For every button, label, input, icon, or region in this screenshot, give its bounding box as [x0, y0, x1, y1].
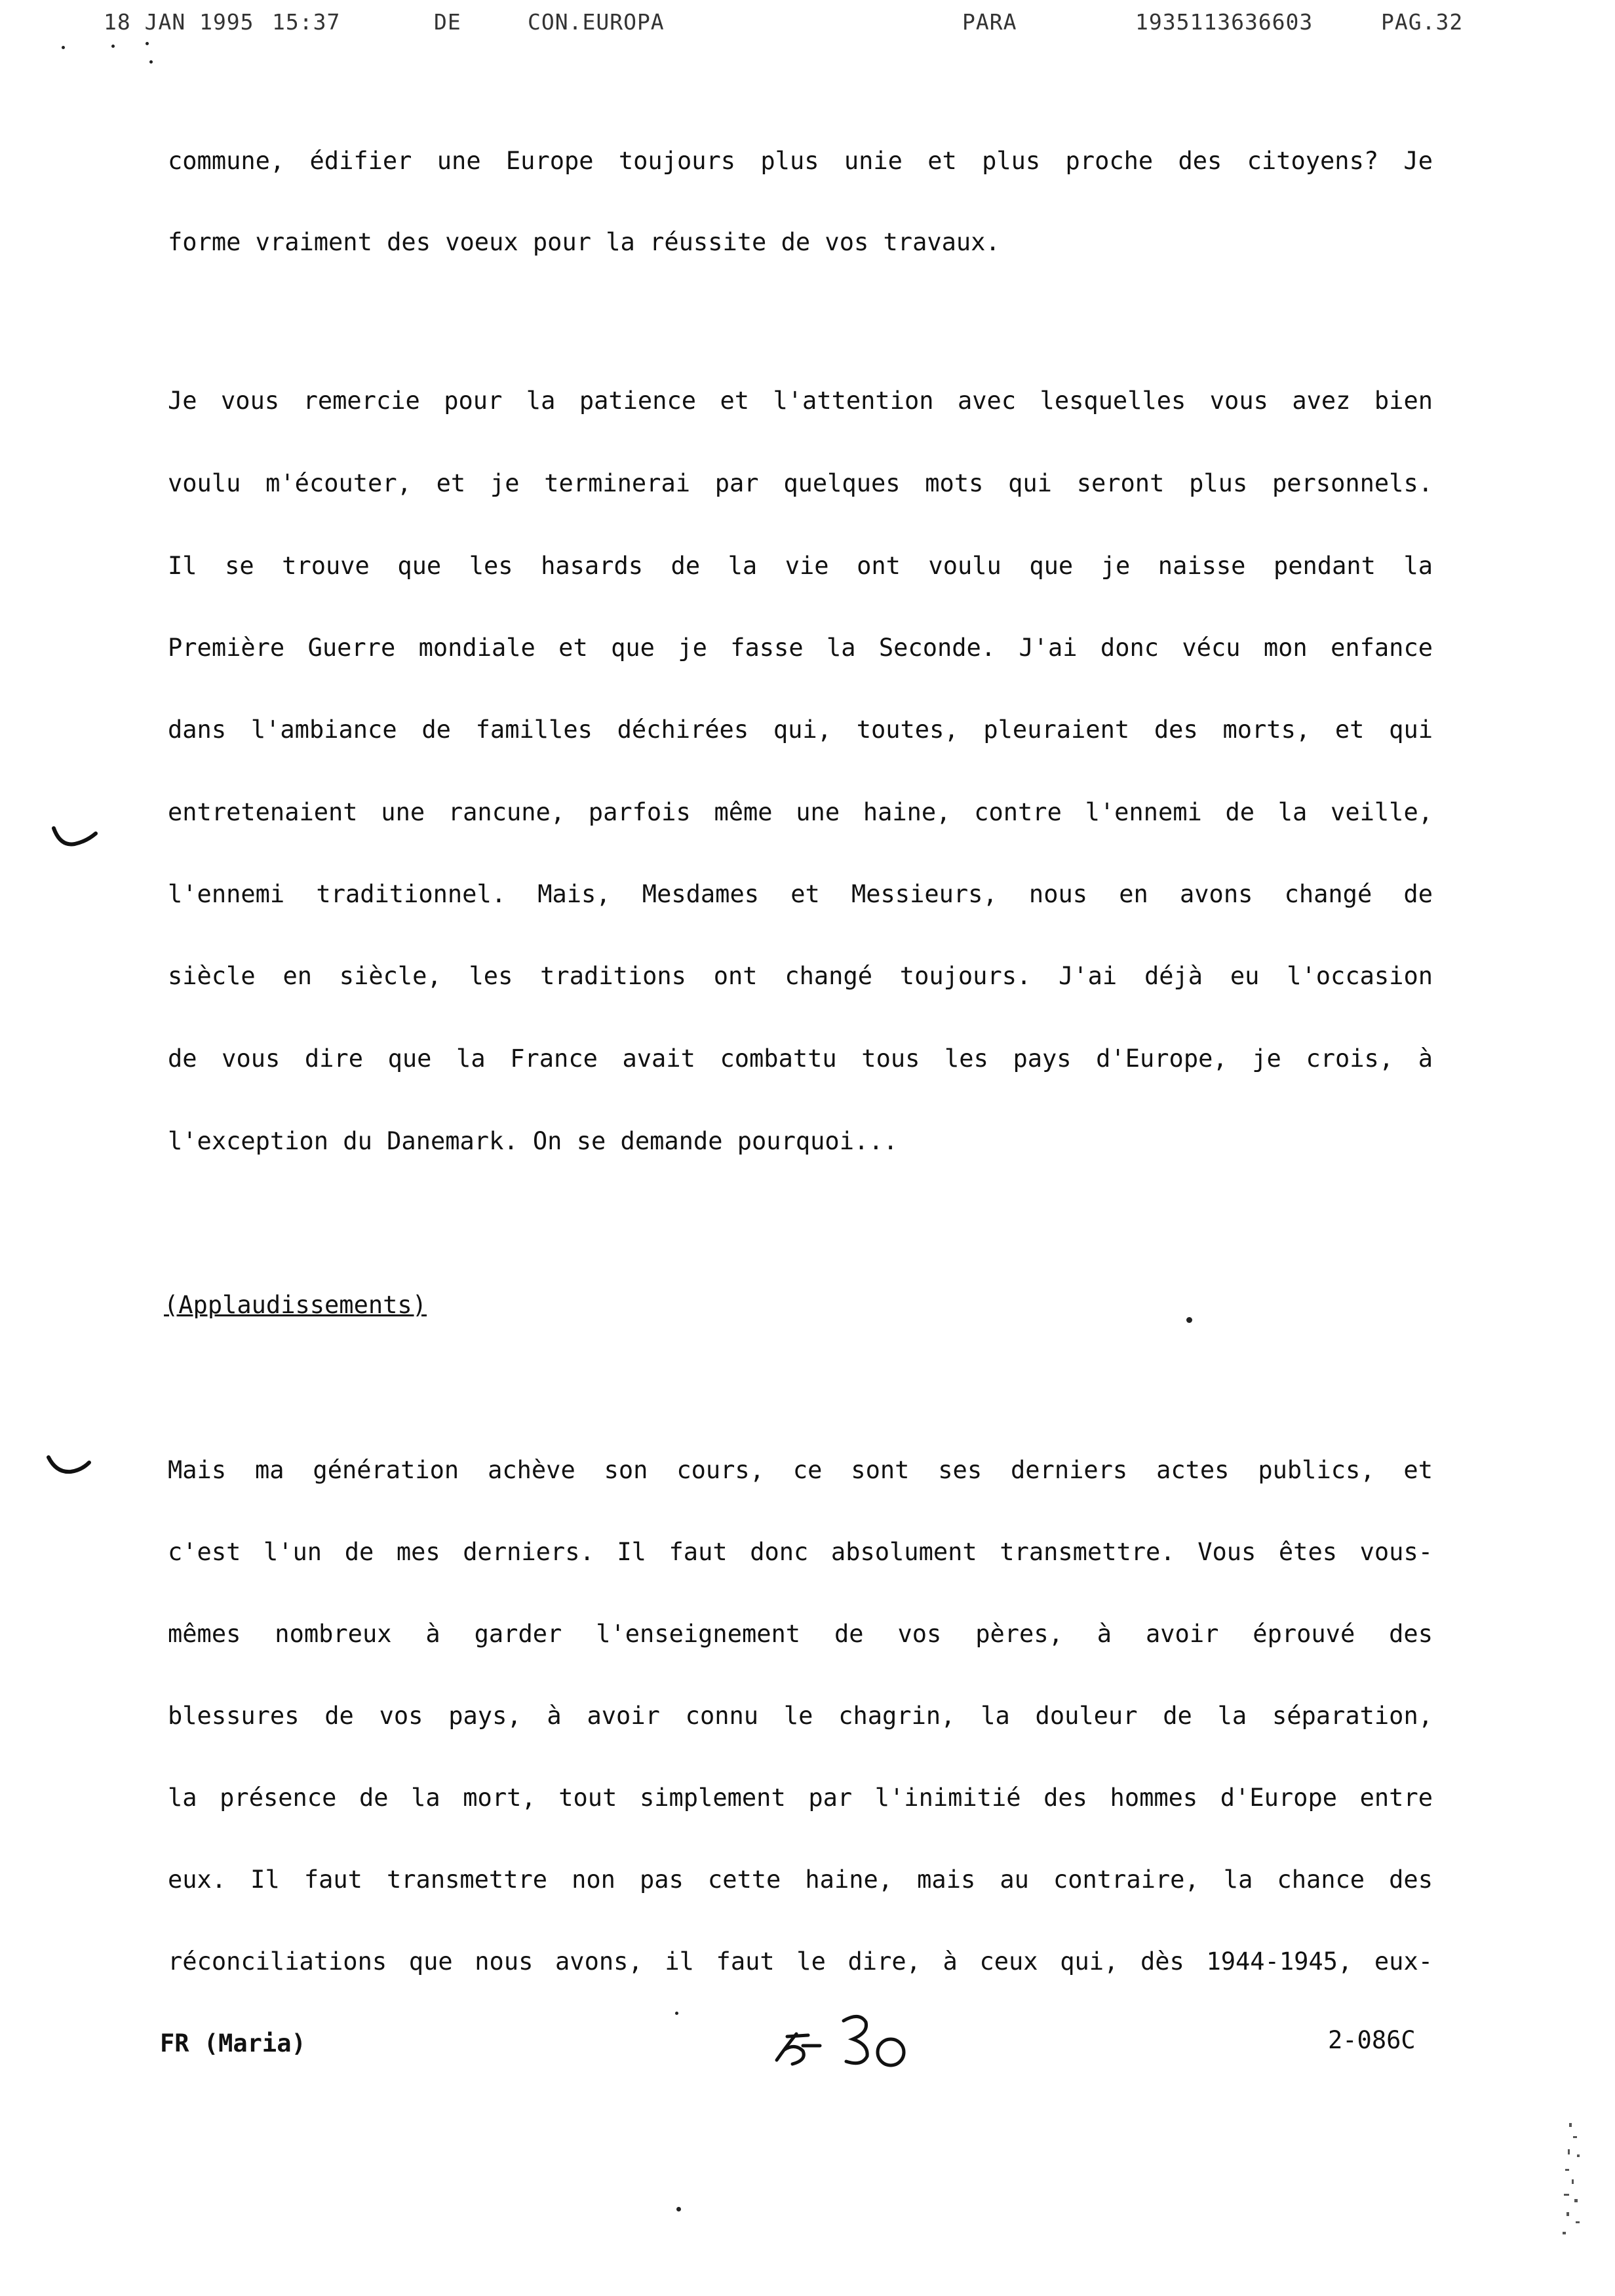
body-line: voulu m'écouter, et je terminerai par quelques mots qui seront plus personnels. [168, 469, 1433, 497]
fax-de-label: DE [434, 9, 461, 35]
body-line: dans l'ambiance de familles déchirées qui, toutes, pleuraient des morts, et qui [168, 716, 1433, 744]
body-line: Il se trouve que les hasards de la vie ont voulu que je naisse pendant la [168, 552, 1433, 580]
body-line: la présence de la mort, tout simplement par l'inimitié des hommes d'Europe entre [168, 1784, 1433, 1812]
footer-speaker: FR (Maria) [160, 2029, 306, 2057]
fax-para-label: PARA [962, 9, 1017, 35]
handwritten-number-icon [770, 2006, 911, 2072]
checkmark-arc-icon [46, 1453, 93, 1480]
fax-sender: CON.EUROPA [528, 9, 665, 35]
body-line: Je vous remercie pour la patience et l'attention avec lesquelles vous avez bien [168, 387, 1433, 415]
body-line: l'ennemi traditionnel. Mais, Mesdames et Messieurs, nous en avons changé de [168, 880, 1433, 908]
fax-number: 1935113636603 [1135, 9, 1313, 35]
body-line: l'exception du Danemark. On se demande pourquoi... [168, 1127, 898, 1155]
fax-header [0, 9, 1615, 41]
body-line: forme vraiment des voeux pour la réussite de vos travaux. [168, 228, 1000, 256]
checkmark-arc-icon [51, 824, 98, 851]
body-line: eux. Il faut transmettre non pas cette haine, mais au contraire, la chance des [168, 1866, 1433, 1894]
body-line: c'est l'un de mes derniers. Il faut donc absolument transmettre. Vous êtes vous- [168, 1538, 1433, 1566]
scan-noise [1534, 2116, 1593, 2248]
fax-page: PAG.32 [1381, 9, 1464, 35]
body-line: de vous dire que la France avait combattu tous les pays d'Europe, je crois, à [168, 1044, 1433, 1073]
body-line: Mais ma génération achève son cours, ce sont ses derniers actes publics, et [168, 1456, 1433, 1484]
footer-document-code: 2-086C [1328, 2026, 1416, 2054]
body-line: blessures de vos pays, à avoir connu le chagrin, la douleur de la séparation, [168, 1702, 1433, 1730]
body-line: mêmes nombreux à garder l'enseignement de vos pères, à avoir éprouvé des [168, 1620, 1433, 1648]
body-line: commune, édifier une Europe toujours plus unie et plus proche des citoyens? Je [168, 147, 1433, 175]
body-line: Première Guerre mondiale et que je fasse la Seconde. J'ai donc vécu mon enfance [168, 634, 1433, 662]
body-line: réconciliations que nous avons, il faut le dire, à ceux qui, dès 1944-1945, eux- [168, 1947, 1433, 1976]
applause-heading: (Applaudissements) [164, 1291, 427, 1319]
body-line: siècle en siècle, les traditions ont changé toujours. J'ai déjà eu l'occasion [168, 962, 1433, 990]
fax-date: 18 JAN 1995 [104, 9, 254, 35]
body-line: entretenaient une rancune, parfois même une haine, contre l'ennemi de la veille, [168, 798, 1433, 826]
fax-time: 15:37 [272, 9, 341, 35]
